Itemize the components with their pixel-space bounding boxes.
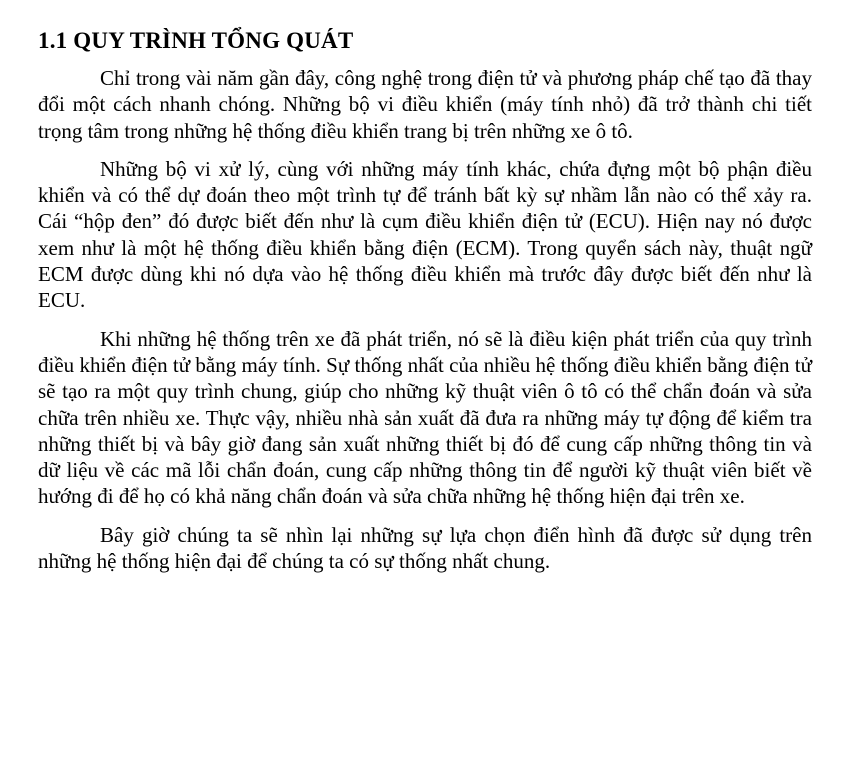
section-heading: 1.1 QUY TRÌNH TỔNG QUÁT: [38, 28, 354, 53]
paragraph-1: Chỉ trong vài năm gần đây, công nghệ trong điện tử và phương pháp chế tạo đã thay đổi một cách nhanh chóng. Những bộ vi điều khiển (máy tính nhỏ) đã trở thành chi tiết trọng tâm trong những hệ thống điều khiển trang bị trên những xe ô tô.: [38, 66, 812, 143]
paragraph-2: Những bộ vi xử lý, cùng với những máy tính khác, chứa đựng một bộ phận điều khiển và có thể dự đoán theo một trình tự để tránh bất kỳ sự nhầm lẫn nào có thể xảy ra. Cái “hộp đen” đó được biết đến như là cụm điều khiển điện tử (ECU). Hiện nay nó được xem như là một hệ thống điều khiển bằng điện (ECM). Trong quyển sách này, thuật ngữ ECM được dùng khi nó dựa vào hệ thống điều khiển mà trước đây được biết đến như là ECU.: [38, 156, 812, 313]
paragraph-4: Bây giờ chúng ta sẽ nhìn lại những sự lựa chọn điển hình đã được sử dụng trên những hệ thống hiện đại để chúng ta có sự thống nhất chung.: [38, 522, 812, 574]
paragraph-3: Khi những hệ thống trên xe đã phát triển, nó sẽ là điều kiện phát triển của quy trình điều khiển điện tử bằng máy tính. Sự thống nhất của nhiều hệ thống điều khiển bằng điện tử sẽ tạo ra một quy trình chung, giúp cho những kỹ thuật viên ô tô có thể chẩn đoán và sửa chữa trên nhiều xe. Thực vậy, nhiều nhà sản xuất đã đưa ra những máy tự động để kiểm tra những thiết bị và bây giờ đang sản xuất những thiết bị đó để cung cấp những thông tin và dữ liệu về các mã lỗi chẩn đoán, cung cấp những thông tin để người kỹ thuật viên biết về hướng đi để họ có khả năng chẩn đoán và sửa chữa những hệ thống hiện đại trên xe.: [38, 326, 812, 509]
